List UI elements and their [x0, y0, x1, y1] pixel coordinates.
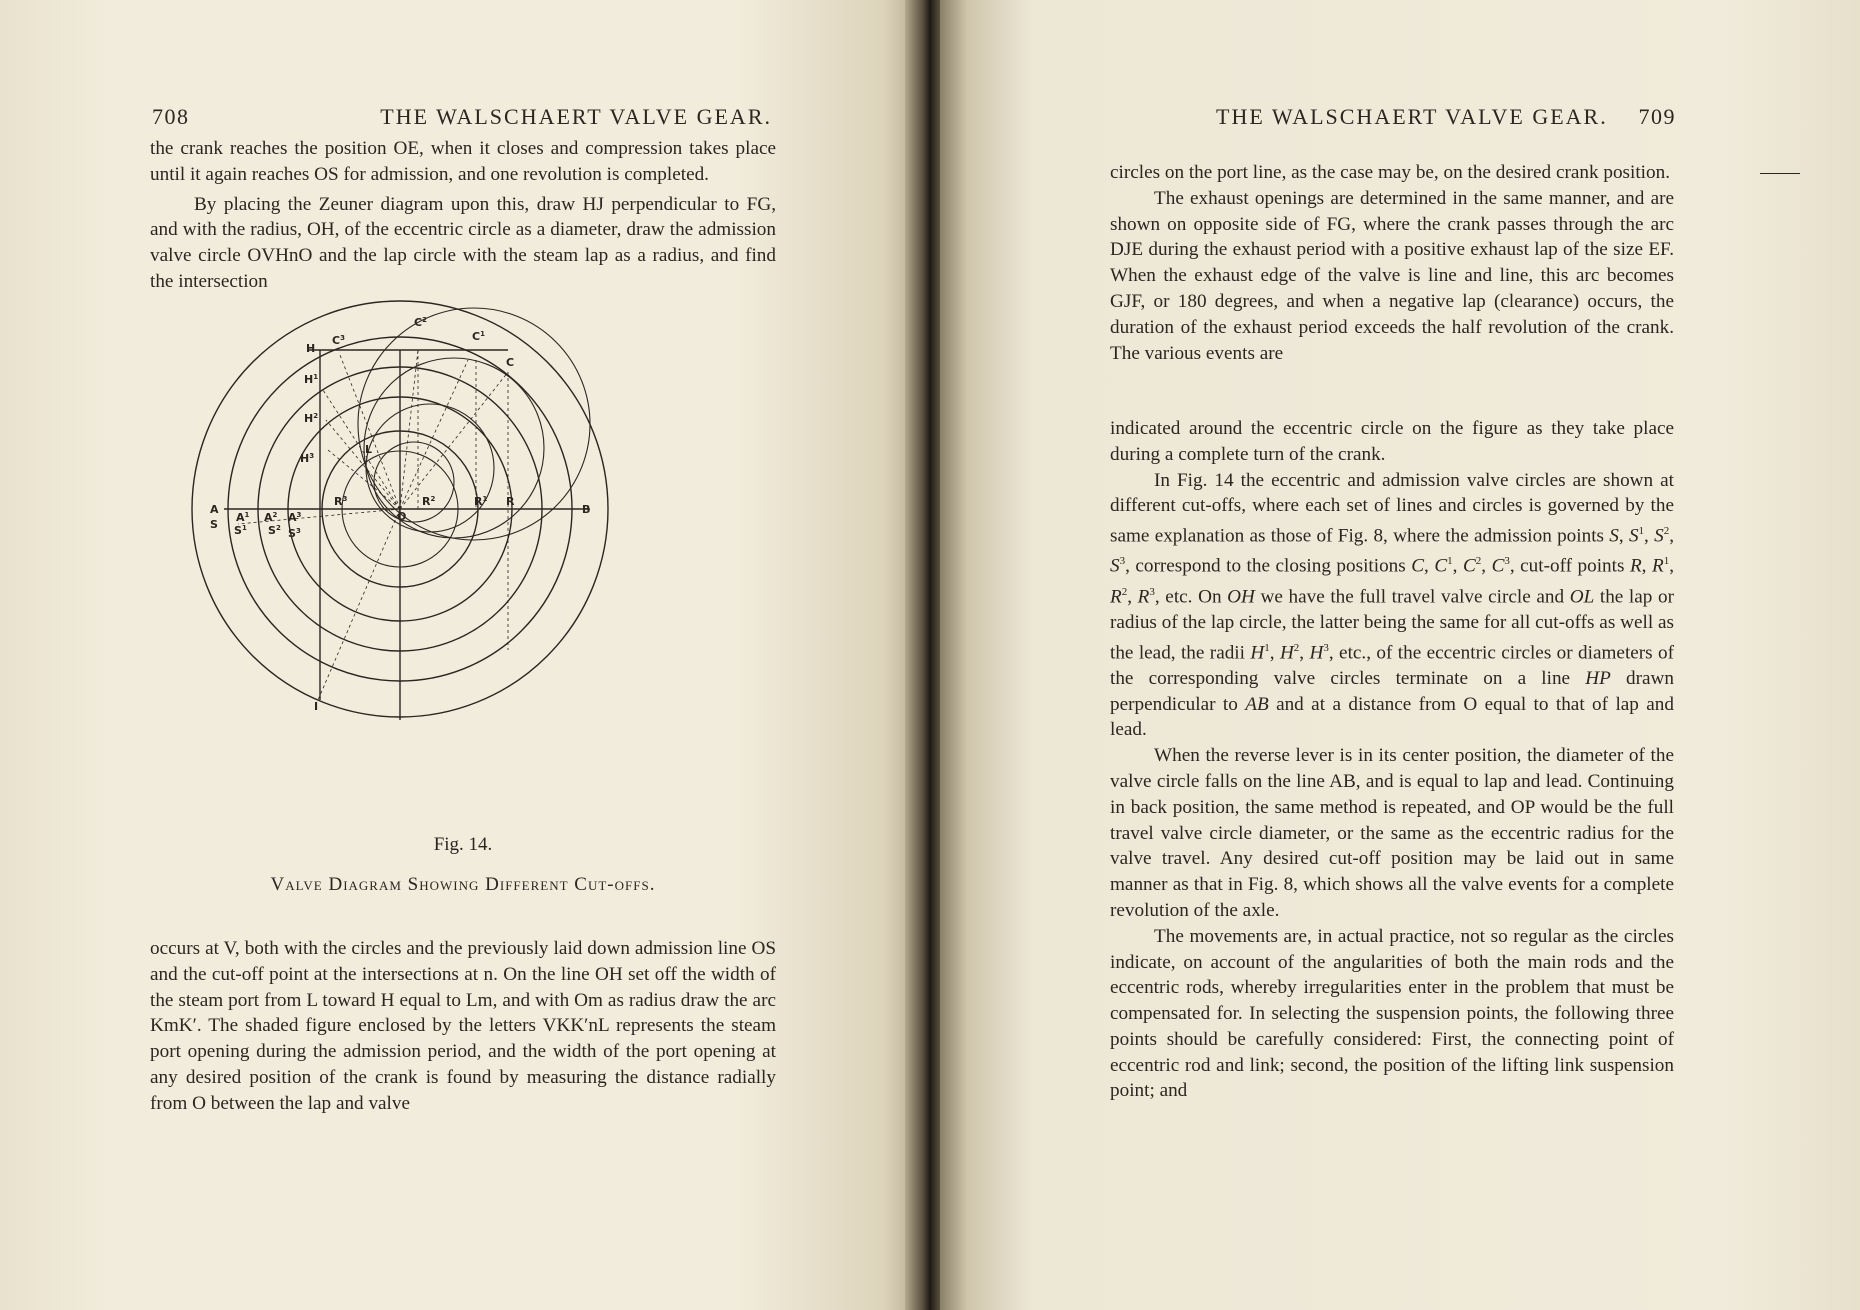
label: H	[306, 342, 316, 355]
label: A	[210, 503, 219, 516]
label: $A^2$	[264, 511, 278, 524]
paragraph: In Fig. 14 the eccentric and admission valve circles are shown at different cut-offs, where each set of lines and circles is governed by the same explanation as those of Fig. 8, where the admission points S, $S^1$, $S^2$, $S^3$, correspond to the closing positions C, $C^1$, $C^2$, $C^3$, cut-off points R, $R^1$, $R^2$, $R^3$, etc. On OH we have the full travel valve circle and OL the lap or radius of the lap circle, the latter being the same for all cut-offs as well as the lead, the radii $H^1$, $H^2$, $H^3$, etc., of the eccentric circles or diameters of the corresponding valve circles terminate on a line HP drawn perpendicular to AB and at a distance from O equal to that of lap and lead.	[1110, 469, 1675, 741]
left-text-bottom	[150, 936, 776, 1117]
head-rule	[1760, 173, 1800, 174]
label: $S^1$	[234, 524, 247, 537]
label: I	[314, 700, 319, 713]
paragraph: The movements are, in actual practice, not so regular as the circles indicate, on account of the angularities of both the main rods and the eccentric rods, whereby irregularities enter in the problem that must be compensated for. In selecting the suspension points, the following three points should be carefully considered: First, the connecting point of eccentric rod and link; second, the position of the lifting link suspension point; and	[1110, 925, 1674, 1102]
left-text-top	[150, 136, 776, 295]
label: C	[506, 356, 515, 369]
label: $S^2$	[268, 524, 281, 537]
label: $A^1$	[236, 511, 250, 524]
page-number: 708	[152, 104, 190, 129]
valve-circles	[342, 308, 590, 567]
figure-caption: Valve Diagram Showing Different Cut-offs.	[270, 874, 656, 895]
left-page	[0, 0, 920, 1310]
label: $R^3$	[334, 495, 348, 508]
valve-diagram-figure	[210, 316, 716, 820]
label: $A^3$	[288, 511, 302, 524]
right-page	[940, 0, 1860, 1310]
label: $C^2$	[414, 316, 427, 329]
label: B	[582, 503, 591, 516]
label: $S^3$	[288, 527, 301, 540]
paragraph: By placing the Zeuner diagram upon this, draw HJ perpendicular to FG, and with the radius, OH, of the eccentric circle as a diameter, draw the admission valve circle OVHnO and the lap circle with the steam lap as a radius, and find the intersection	[150, 193, 776, 292]
label: S	[210, 518, 218, 531]
right-text-top	[1110, 160, 1674, 366]
label: R	[506, 495, 515, 508]
paragraph: the crank reaches the position OE, when it closes and compression takes place until it again reaches OS for admission, and one revolution is completed.	[150, 138, 776, 185]
page-number: 709	[1638, 104, 1676, 129]
running-title: THE WALSCHAERT VALVE GEAR.	[380, 104, 772, 129]
label: $C^1$	[472, 330, 485, 343]
label: O	[397, 510, 407, 523]
paragraph: When the reverse lever is in its center position, the diameter of the valve circle falls on the line AB, and is equal to lap and lead. Continuing in back position, the same method is repeated, and OP would be the full travel valve circle diameter, or the same as the eccentric radius for the valve travel. Any desired cut-off position may be laid out in same manner as that in Fig. 8, which shows all the valve events for a complete revolution of the axle.	[1110, 745, 1674, 921]
paragraph: circles on the port line, as the case may be, on the desired crank position.	[1110, 162, 1670, 183]
label: $C^3$	[332, 334, 345, 347]
label: $H^3$	[300, 452, 315, 465]
label: $H^2$	[304, 412, 319, 425]
label: $R^2$	[422, 495, 436, 508]
paragraph: occurs at V, both with the circles and the previously laid down admission line OS and the cut-off point at the intersections at n. On the line OH set off the width of the steam port from L toward H equal to Lm, and with Om as radius draw the arc KmK′. The shaded figure enclosed by the letters VKK′nL represents the steam port opening during the admission period, and the width of the port opening at any desired position of the crank is found by measuring the distance radially from O between the lap and valve	[150, 938, 776, 1114]
label: L	[365, 443, 373, 456]
right-text-bottom	[1110, 416, 1674, 1104]
paragraph: The exhaust openings are determined in the same manner, and are shown on opposite side of FG, where the crank passes through the arc DJE during the exhaust period with a positive exhaust lap of the size EF. When the exhaust edge of the valve is line and line, this arc becomes GJF, or 180 degrees, and when a negative lap (clearance) occurs, the duration of the exhaust period exceeds the half revolution of the crank. The various events are	[1110, 187, 1674, 364]
axes	[224, 350, 590, 720]
figure-number: Fig. 14.	[433, 834, 493, 855]
running-head-right	[1216, 104, 1676, 130]
label: $H^1$	[304, 373, 319, 386]
running-title: THE WALSCHAERT VALVE GEAR.	[1216, 104, 1608, 129]
paragraph: indicated around the eccentric circle on the figure as they take place during a complete turn of the crank.	[1110, 418, 1674, 465]
label: $R^1$	[474, 495, 488, 508]
running-head-left	[152, 104, 772, 130]
